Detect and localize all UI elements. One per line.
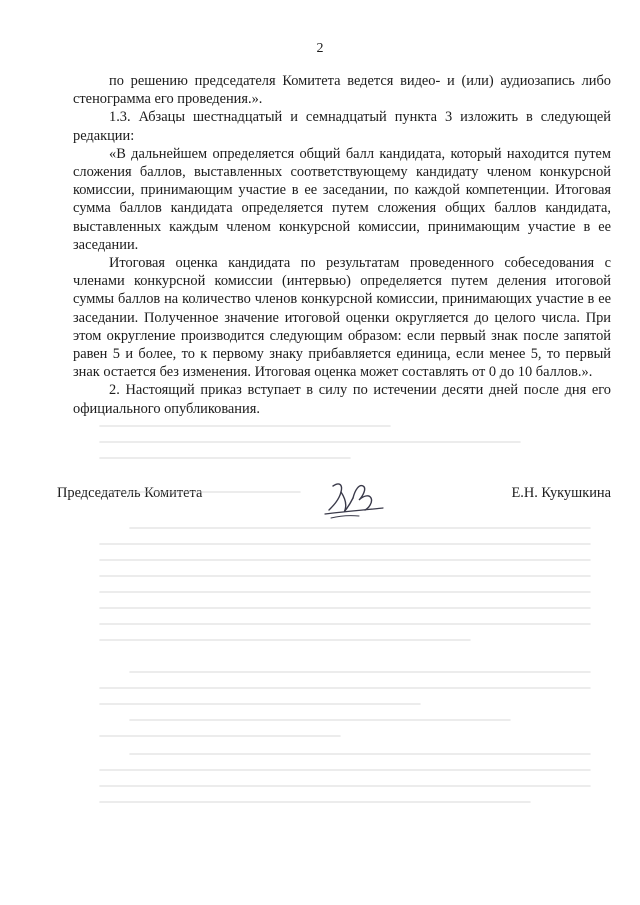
paragraph-video-recording: по решению председателя Комитета ведется видео- и (или) аудиозапись либо стенограмма его проведения.». bbox=[73, 73, 611, 108]
paragraph-total-score: «В дальнейшем определяется общий балл кандидата, который находится путем сложения баллов, выставленных соответствующему кандидату членом конкурсной комиссии, принимающим участие в ее заседании, по каждой компетенции. Итоговая сумма баллов кандидата определяется путем сложения общих баллов кандидата, выставленных каждым членом конкурсной комиссии, принимающим участие в ее заседании. bbox=[73, 145, 611, 253]
page-number: 2 bbox=[316, 41, 324, 56]
document-body bbox=[73, 72, 611, 418]
paragraph-amendment-1-3: 1.3. Абзацы шестнадцатый и семнадцатый пункта 3 изложить в следующей редакции: bbox=[73, 109, 611, 144]
signatory-position: Председатель Комитета bbox=[57, 485, 203, 501]
reverse-side-bleed-through bbox=[90, 420, 610, 830]
signatory-name: Е.Н. Кукушкина bbox=[511, 485, 611, 501]
paragraph-effective-date: 2. Настоящий приказ вступает в силу по истечении десяти дней после дня его официального опубликования. bbox=[73, 382, 611, 417]
paragraph-final-assessment: Итоговая оценка кандидата по результатам проведенного собеседования с членами конкурсной комиссии (интервью) определяется путем деления итоговой суммы баллов на количество членов конкурсной комиссии, принимающих участие в ее заседании. Полученное значение итоговой оценки округляется до целого числа. При этом округление производится следующим образом: если первый знак после запятой равен 5 и более, то к первому знаку прибавляется единица, если менее 5, то первый знак остается без изменения. Итоговая оценка может составлять от 0 до 10 баллов.». bbox=[73, 255, 611, 381]
